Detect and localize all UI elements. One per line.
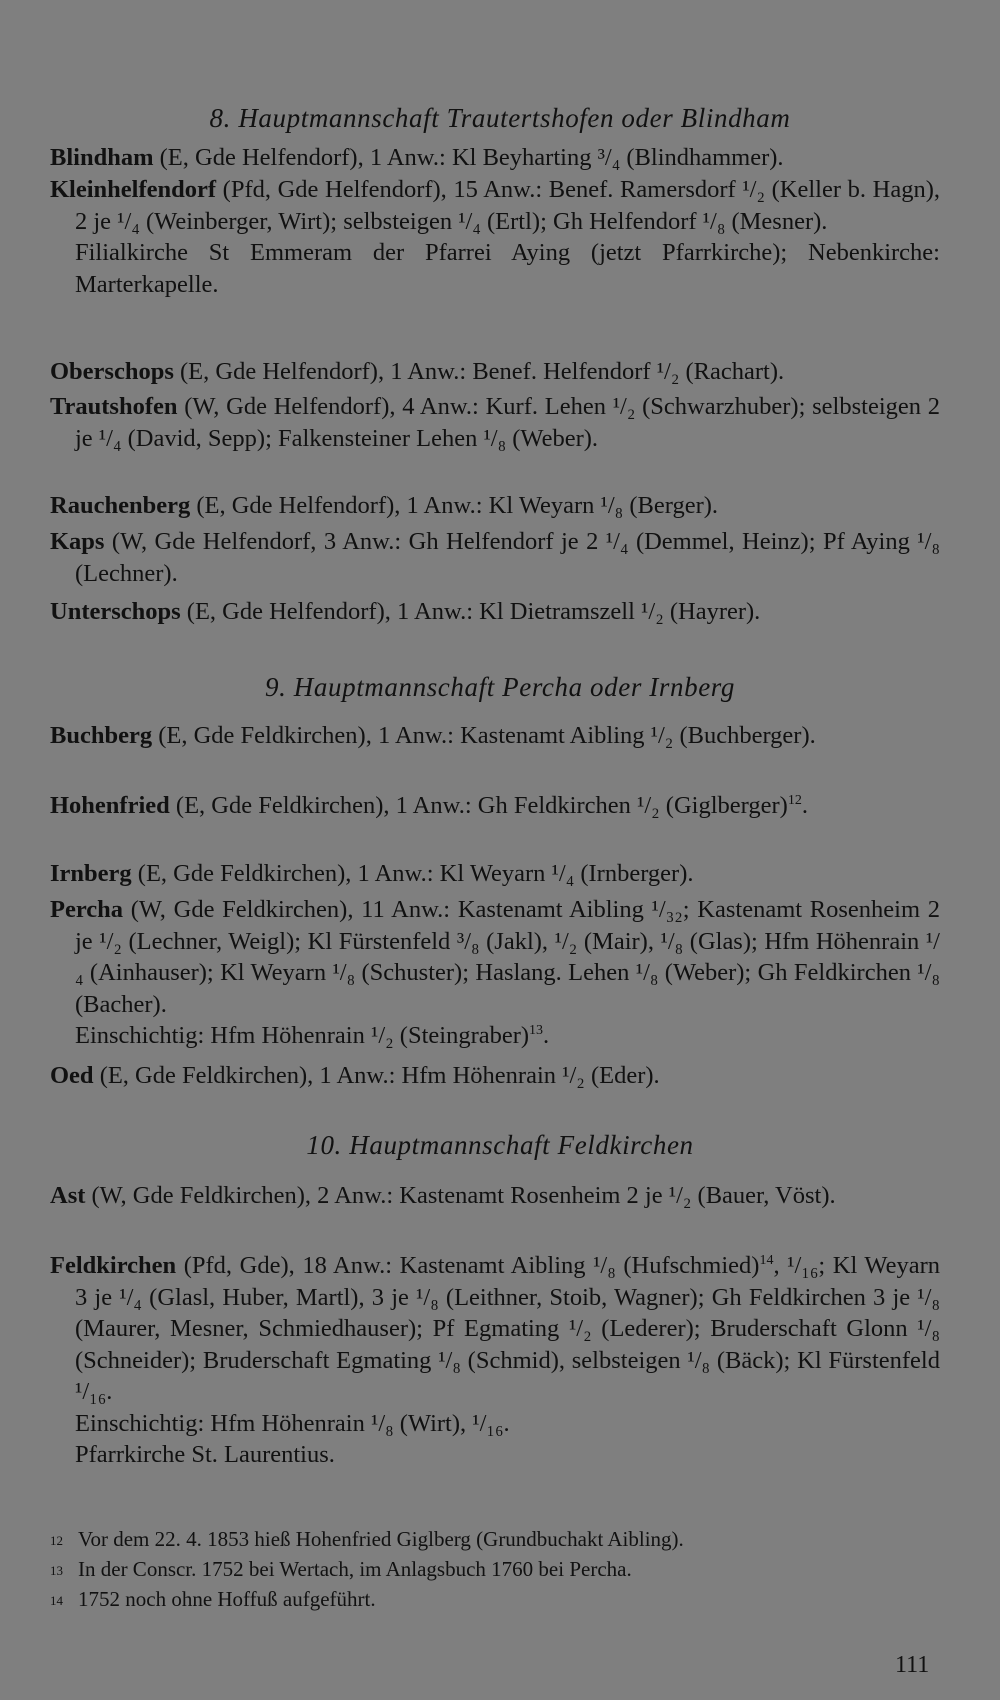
entry-text: (E, Gde Feldkirchen), 1 Anw.: Kastenamt Aibling ¹/₂ (Buchberger). xyxy=(152,722,816,749)
entry xyxy=(50,356,940,388)
entry-text: (E, Gde Helfendorf), 1 Anw.: Kl Beyharting ³/₄ (Blindhammer). xyxy=(153,144,784,171)
place-name: Irnberg xyxy=(50,860,132,887)
entry xyxy=(50,526,940,589)
entry xyxy=(50,596,940,628)
entry xyxy=(50,720,940,752)
entry-text: (E, Gde Feldkirchen), 1 Anw.: Gh Feldkirchen ¹/₂ (Giglberger) xyxy=(169,792,788,819)
place-name: Ast xyxy=(50,1182,86,1209)
footnote-ref[interactable]: 14 xyxy=(759,1253,774,1268)
place-name: Oed xyxy=(50,1062,94,1089)
place-name: Buchberg xyxy=(50,722,153,749)
entry xyxy=(50,1180,940,1212)
place-name: Blindham xyxy=(50,144,154,171)
entry-text: (E, Gde Helfendorf), 1 Anw.: Kl Dietramszell ¹/₂ (Hayrer). xyxy=(180,598,761,625)
entry-text: (W, Gde Feldkirchen), 2 Anw.: Kastenamt Rosenheim 2 je ¹/₂ (Bauer, Vöst). xyxy=(85,1182,836,1209)
entry-extra: Einschichtig: Hfm Höhenrain ¹/₈ (Wirt), ¹/₁₆. xyxy=(75,1409,510,1437)
entry-text: (Pfd, Gde), 18 Anw.: Kastenamt Aibling ¹/₈ (Hufschmied) xyxy=(176,1252,760,1279)
entry-text: (W, Gde Helfendorf, 3 Anw.: Gh Helfendorf je 2 ¹/₄ (Demmel, Heinz); Pf Aying ¹/₈ (Lechner). xyxy=(75,528,940,587)
place-name: Hohenfried xyxy=(50,792,170,819)
place-name: Kaps xyxy=(50,528,105,555)
entry xyxy=(50,1060,940,1092)
entry-extra: Pfarrkirche St. Laurentius. xyxy=(75,1441,335,1468)
place-name: Percha xyxy=(50,896,124,923)
entry: Percha (W, Gde Feldkirchen), 11 Anw.: Kastenamt Aibling ¹/₃₂; Kastenamt Rosenheim 2 je ¹/₂ (Lechner, Weigl); Kl Fürstenfeld ³/₈ (Jakl), ¹/₂ (Mair), ¹/₈ (Glas); Hfm Höhenrain ¹/₄ (Ainhauser); Kl Weyarn ¹/₈ (Schuster); Haslang. Lehen ¹/₈ (Weber); Gh Feldkirchen ¹/₈ (Bacher). Einschichtig: Hfm Höhenrain ¹/₂ (Steingraber)$^{13}$. xyxy=(50,896,940,1049)
entry xyxy=(50,142,940,174)
section-heading: 10. Hauptmannschaft Feldkirchen xyxy=(306,1130,694,1160)
place-name: Trautshofen xyxy=(50,393,178,420)
entry-text: (E, Gde Feldkirchen), 1 Anw.: Kl Weyarn ¹/₄ (Irnberger). xyxy=(131,860,694,887)
footnote-number: 12 xyxy=(50,1533,63,1548)
section-heading: 8. Hauptmannschaft Trautertshofen oder Blindham xyxy=(209,103,791,133)
place-name: Kleinhelfendorf xyxy=(50,176,217,203)
entry xyxy=(50,391,940,454)
footnote-text: 1752 noch ohne Hoffuß aufgeführt. xyxy=(78,1587,376,1611)
footnote xyxy=(50,1585,950,1615)
footnote-number: 14 xyxy=(50,1593,63,1608)
footnote xyxy=(50,1555,950,1585)
entry-text: (W, Gde Feldkirchen), 11 Anw.: Kastenamt Aibling ¹/₃₂; Kastenamt Rosenheim 2 je ¹/₂ (Lechner, Weigl); Kl Fürstenfeld ³/₈ (Jakl), ¹/₂ (Mair), ¹/₈ (Glas); Hfm Höhenrain ¹/₄ (Ainhauser); Kl Weyarn ¹/₈ (Schuster); Haslang. Lehen ¹/₈ (Weber); Gh Feldkirchen ¹/₈ (Bacher). xyxy=(75,896,940,1018)
entry-extra: Einschichtig: Hfm Höhenrain ¹/₂ (Steingraber) xyxy=(75,1022,530,1049)
place-name: Unterschops xyxy=(50,598,181,625)
entry xyxy=(50,174,940,300)
place-name: Rauchenberg xyxy=(50,492,191,519)
footnote-ref[interactable]: 12 xyxy=(787,793,802,808)
entry-text: (E, Gde Helfendorf), 1 Anw.: Kl Weyarn ¹/₈ (Berger). xyxy=(190,492,719,519)
footnote-ref[interactable]: 13 xyxy=(529,1023,544,1038)
place-name: Feldkirchen xyxy=(50,1252,177,1279)
entry-extra: Filialkirche St Emmeram der Pfarrei Aying (jetzt Pfarrkirche); Nebenkirche: Marterkapelle. xyxy=(75,239,940,298)
entry xyxy=(50,490,940,522)
footnote-number: 13 xyxy=(50,1563,63,1578)
entry-text: (E, Gde Helfendorf), 1 Anw.: Benef. Helfendorf ¹/₂ (Rachart). xyxy=(173,358,785,385)
footnote-text: In der Conscr. 1752 bei Wertach, im Anlagsbuch 1760 bei Percha. xyxy=(78,1557,632,1581)
footnote xyxy=(50,1525,950,1555)
page-number: 111 xyxy=(895,1652,930,1678)
entry-text: (Pfd, Gde Helfendorf), 15 Anw.: Benef. Ramersdorf ¹/₂ (Keller b. Hagn), 2 je ¹/₄ (Weinberger, Wirt); selbsteigen ¹/₄ (Ertl); Gh Helfendorf ¹/₈ (Mesner). xyxy=(75,176,940,235)
footnote-text: Vor dem 22. 4. 1853 hieß Hohenfried Giglberg (Grundbuchakt Aibling). xyxy=(78,1527,684,1551)
footnotes xyxy=(50,1525,950,1615)
place-name: Oberschops xyxy=(50,358,174,385)
entry: Hohenfried (E, Gde Feldkirchen), 1 Anw.: Gh Feldkirchen ¹/₂ (Giglberger)$^{12}$. xyxy=(50,792,808,819)
entry xyxy=(50,858,940,890)
entry-text: (E, Gde Feldkirchen), 1 Anw.: Hfm Höhenrain ¹/₂ (Eder). xyxy=(93,1062,660,1089)
entry: Feldkirchen (Pfd, Gde), 18 Anw.: Kastenamt Aibling ¹/₈ (Hufschmied)$^{14}$, ¹/₁₆; Kl Weyarn 3 je ¹/₄ (Glasl, Huber, Martl), 3 je ¹/₈ (Leithner, Stoib, Wagner); Gh Feldkirchen 3 je ¹/₈ (Maurer, Mesner, Schmiedhauser); Pf Egmating ¹/₂ (Lederer); Bruderschaft Glonn ¹/₈ (Schneider); Bruderschaft Egmating ¹/₈ (Schmid), selbsteigen ¹/₈ (Bäck); Kl Fürstenfeld ¹/₁₆. Einschichtig: Hfm Höhenrain ¹/₈ (Wirt), ¹/₁₆. Pfarrkirche St. Laurentius. xyxy=(50,1250,940,1471)
section-heading: 9. Hauptmannschaft Percha oder Irnberg xyxy=(265,672,735,702)
entry-text: (W, Gde Helfendorf), 4 Anw.: Kurf. Lehen ¹/₂ (Schwarzhuber); selbsteigen 2 je ¹/₄ (David, Sepp); Falkensteiner Lehen ¹/₈ (Weber). xyxy=(75,393,940,452)
